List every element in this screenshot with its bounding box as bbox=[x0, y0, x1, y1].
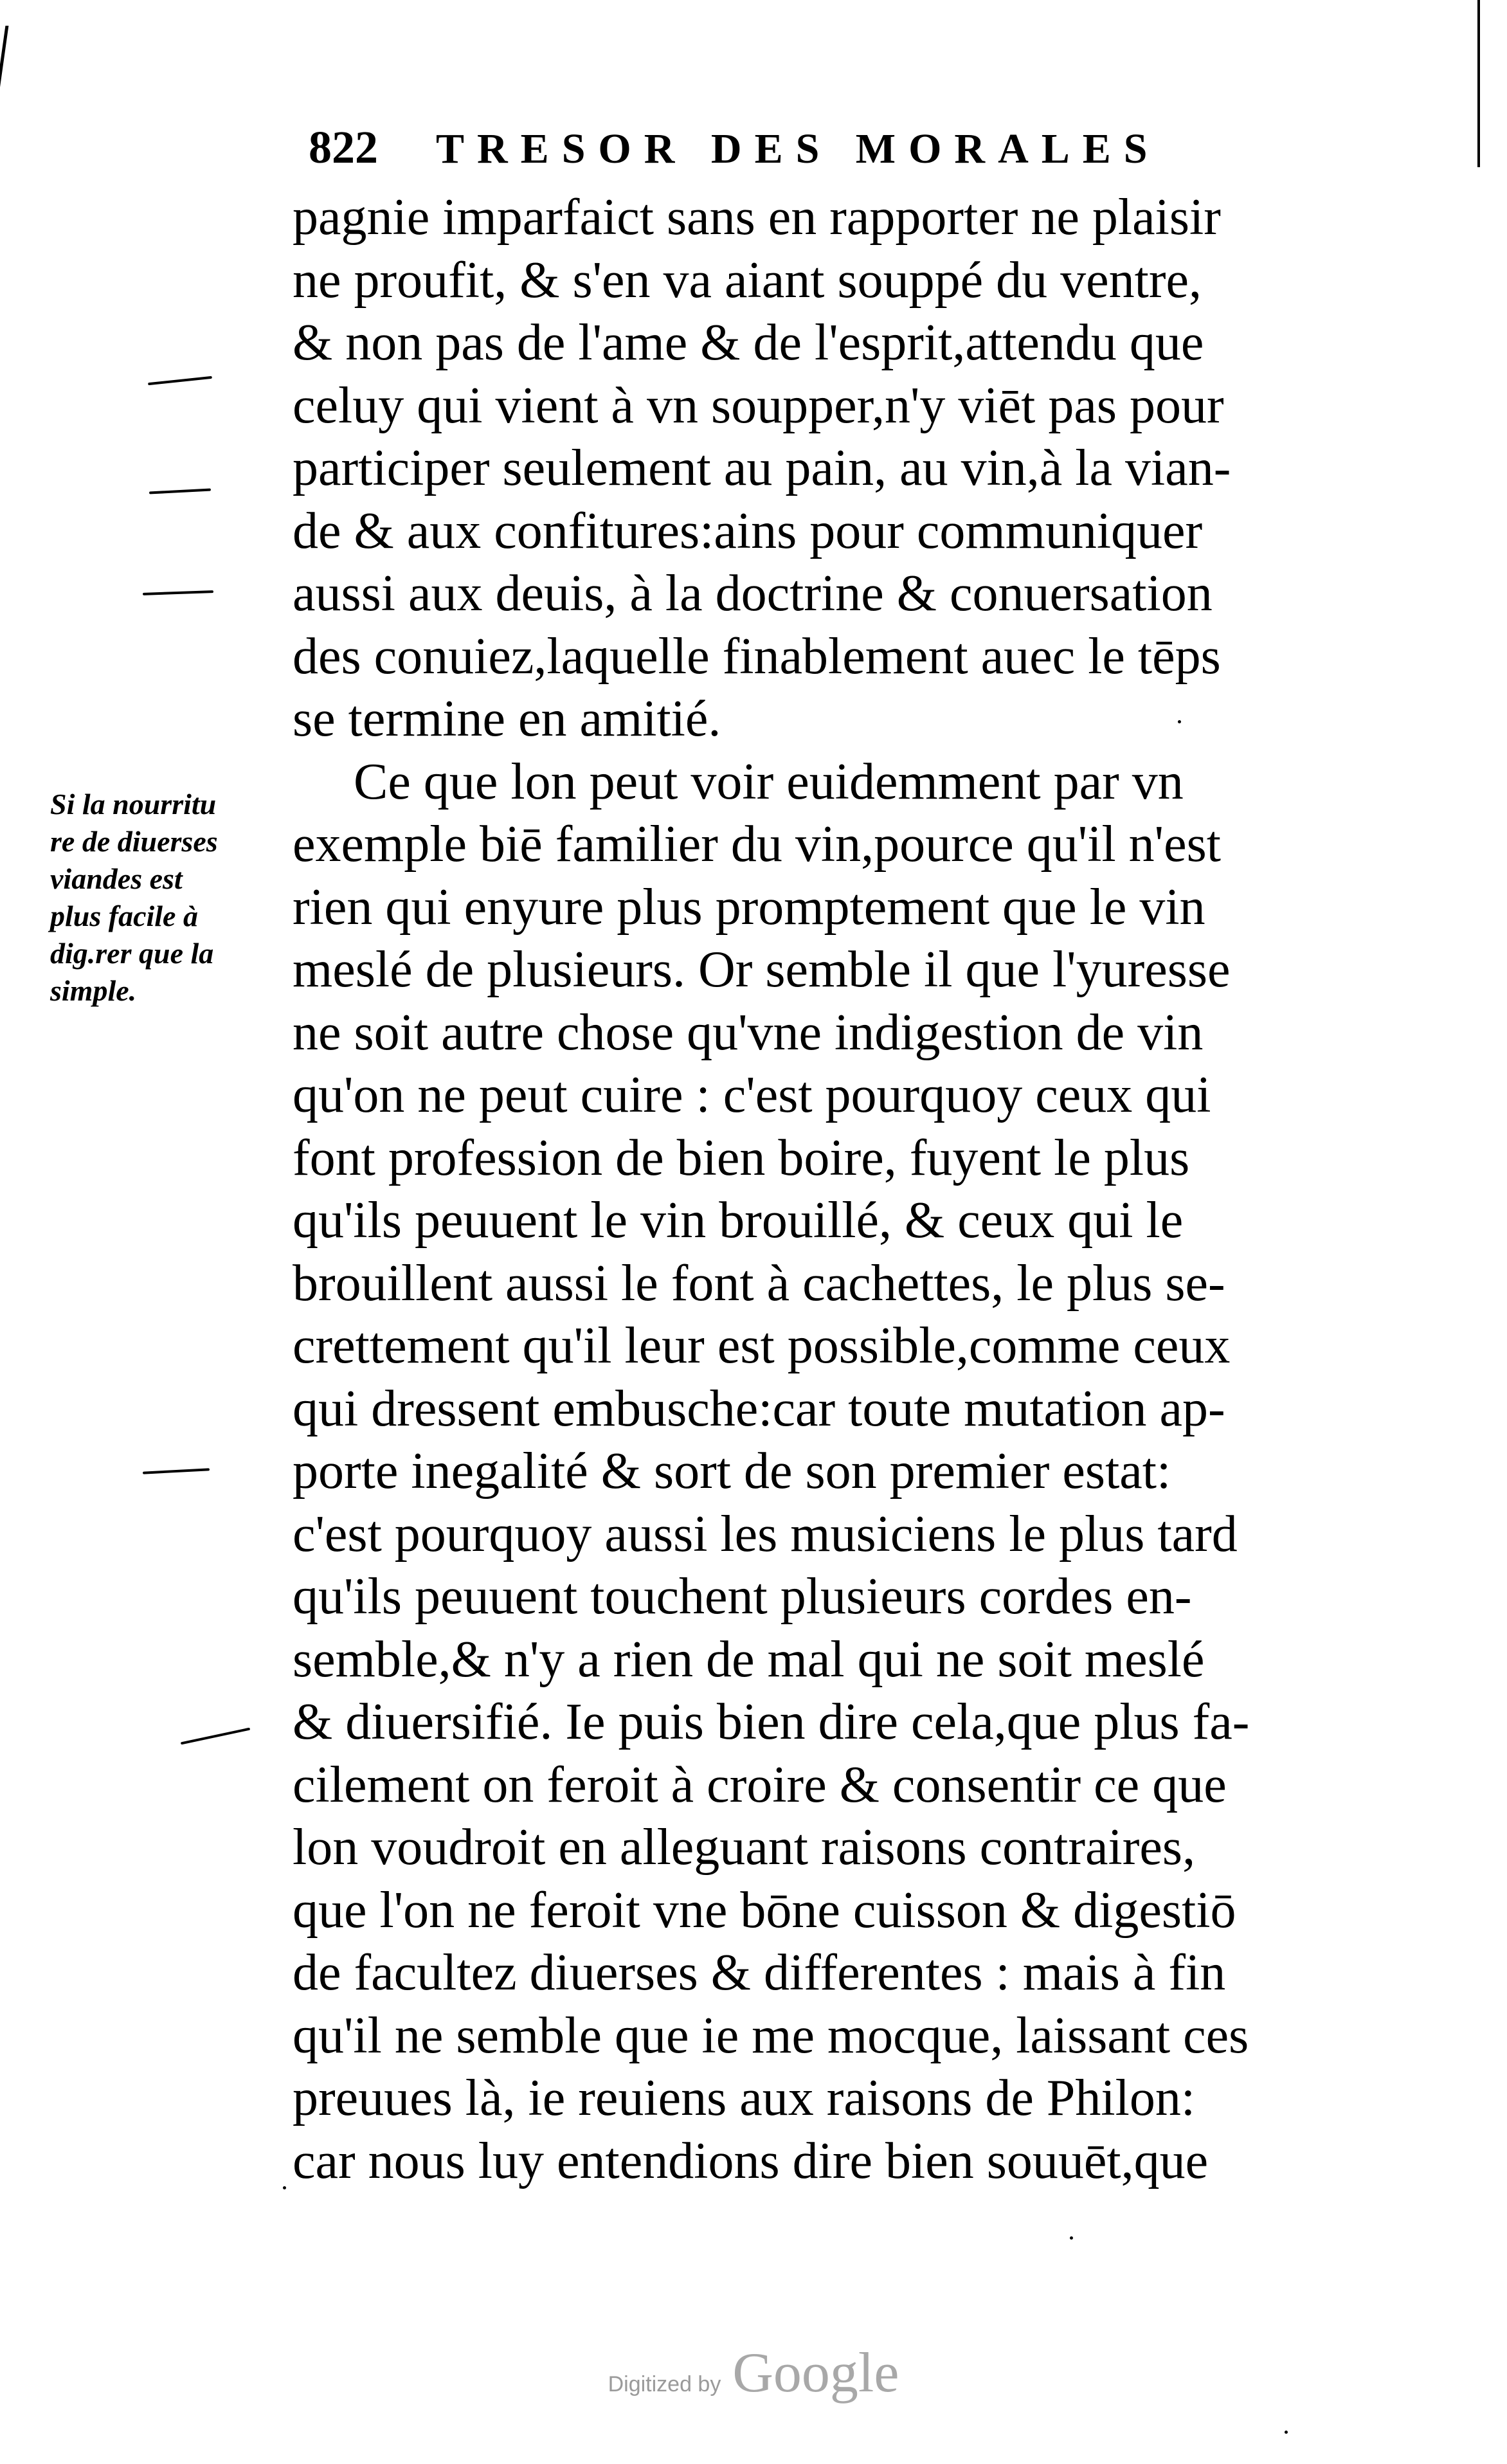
text-line: lon voudroit en alleguant raisons contraires, bbox=[293, 1819, 1196, 1876]
text-line: & non pas de l'ame & de l'esprit,attendu que bbox=[293, 314, 1204, 371]
text-line: de facultez diuerses & differentes : mais à fin bbox=[293, 1944, 1226, 2001]
text-line: celuy qui vient à vn soupper,n'y viēt pas pour bbox=[293, 377, 1224, 434]
body-text bbox=[293, 186, 1363, 2193]
text-line: qu'ils peuuent touchent plusieurs cordes en- bbox=[293, 1568, 1192, 1625]
text-line: exemple biē familier du vin,pource qu'il n'est bbox=[293, 816, 1221, 873]
page-edge-mark bbox=[0, 26, 17, 103]
margin-dash bbox=[143, 590, 213, 595]
paragraph-start-line: Ce que lon peut voir euidemment par vn bbox=[354, 753, 1184, 810]
margin-note-line: Si la nourritu bbox=[50, 788, 217, 820]
ink-speck bbox=[283, 2186, 286, 2189]
text-line: cilement on feroit à croire & consentir ce que bbox=[293, 1756, 1227, 1813]
text-line: pagnie imparfaict sans en rapporter ne plaisir bbox=[293, 189, 1221, 246]
margin-dash bbox=[149, 488, 211, 494]
text-line: semble,& n'y a rien de mal qui ne soit meslé bbox=[293, 1631, 1205, 1688]
text-line: qu'ils peuuent le vin brouillé, & ceux qui le bbox=[293, 1192, 1184, 1249]
text-line: & diuersifié. Ie puis bien dire cela,que plus fa- bbox=[293, 1694, 1250, 1750]
margin-dash bbox=[148, 376, 212, 385]
page-header bbox=[309, 121, 1247, 179]
text-line: aussi aux deuis, à la doctrine & conuersation bbox=[293, 565, 1213, 622]
page-number: 822 bbox=[309, 122, 378, 173]
text-line: participer seulement au pain, au vin,à la vian- bbox=[293, 440, 1231, 496]
page-edge-line bbox=[1477, 0, 1480, 167]
text-line: rien qui enyure plus promptement que le vin bbox=[293, 878, 1205, 936]
text-line: ne proufit, & s'en va aiant souppé du ventre, bbox=[293, 251, 1202, 309]
ink-speck bbox=[1070, 2236, 1073, 2240]
margin-dash bbox=[143, 1468, 210, 1474]
digitization-footer bbox=[0, 2341, 1507, 2405]
margin-note-line: simple. bbox=[50, 974, 137, 1007]
text-line: brouillent aussi le font à cachettes, le plus se- bbox=[293, 1255, 1225, 1312]
ink-speck bbox=[1285, 2431, 1288, 2434]
margin-note-line: dig.rer que la bbox=[50, 937, 214, 970]
text-line: qui dressent embusche:car toute mutation ap- bbox=[293, 1380, 1225, 1437]
margin-note bbox=[50, 786, 282, 1010]
margin-note-line: plus facile à bbox=[50, 900, 198, 932]
text-line: se termine en amitié. bbox=[293, 691, 721, 747]
text-line: c'est pourquoy aussi les musiciens le plus tard bbox=[293, 1505, 1238, 1563]
running-title: TRESOR DES MORALES bbox=[436, 125, 1160, 172]
margin-note-line: re de diuerses bbox=[50, 825, 218, 858]
text-line: meslé de plusieurs. Or semble il que l'yuresse bbox=[293, 941, 1231, 998]
text-line: car nous luy entendions dire bien souuēt,que bbox=[293, 2132, 1209, 2189]
margin-note-line: viandes est bbox=[50, 862, 183, 895]
text-line: font profession de bien boire, fuyent le plus bbox=[293, 1129, 1190, 1186]
text-line: des conuiez,laquelle finablement auec le tēps bbox=[293, 628, 1221, 685]
margin-dash bbox=[181, 1728, 250, 1745]
text-line: que l'on ne feroit vne bōne cuisson & digestiō bbox=[293, 1881, 1236, 1939]
text-line: qu'il ne semble que ie me mocque, laissant ces bbox=[293, 2007, 1249, 2064]
text-line: de & aux confitures:ains pour communiquer bbox=[293, 502, 1203, 559]
text-line: ne soit autre chose qu'vne indigestion de vin bbox=[293, 1004, 1204, 1061]
text-line: porte inegalité & sort de son premier estat: bbox=[293, 1443, 1171, 1499]
digitized-by-label: Digitized by bbox=[608, 2372, 721, 2396]
text-line: qu'on ne peut cuire : c'est pourquoy ceux qui bbox=[293, 1067, 1211, 1123]
text-line: crettement qu'il leur est possible,comme ceux bbox=[293, 1318, 1231, 1374]
google-logo: Google bbox=[732, 2342, 899, 2404]
text-line: preuues là, ie reuiens aux raisons de Philon: bbox=[293, 2070, 1196, 2126]
